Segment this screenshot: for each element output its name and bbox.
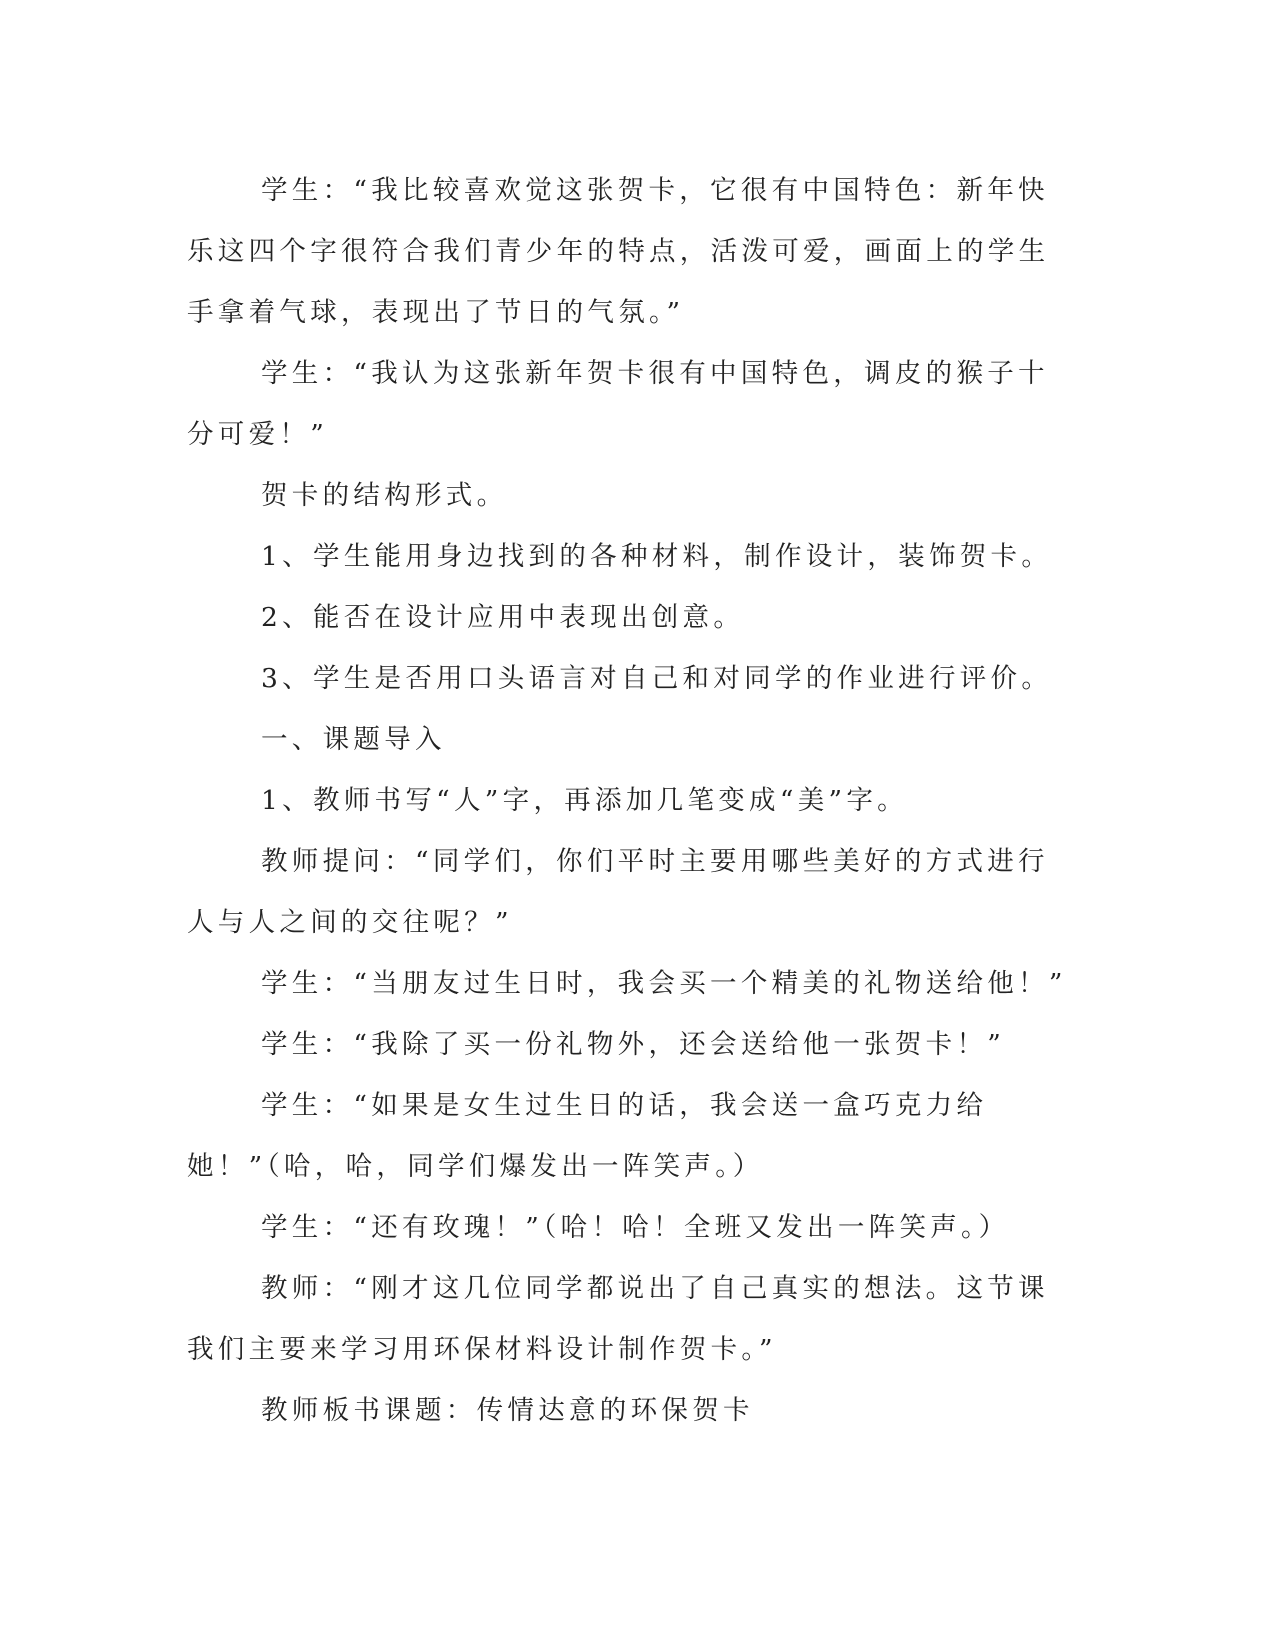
paragraph: 教师：“刚才这几位同学都说出了自己真实的想法。这节课我们主要来学习用环保材料设计制作贺卡。”: [187, 1273, 1049, 1365]
list-item: 2、能否在设计应用中表现出创意。: [261, 602, 745, 633]
paragraph: 学生：“当朋友过生日时，我会买一个精美的礼物送给他！”: [261, 968, 1067, 999]
section-heading: 一、课题导入: [261, 724, 446, 755]
list-item: 3、学生是否用口头语言对自己和对同学的作业进行评价。: [261, 663, 1053, 694]
paragraph: 教师板书课题：传情达意的环保贺卡: [261, 1395, 754, 1426]
paragraph: 贺卡的结构形式。: [261, 480, 508, 511]
list-item: 1、教师书写“人”字，再添加几笔变成“美”字。: [261, 785, 908, 816]
paragraph: 学生：“我比较喜欢觉这张贺卡，它很有中国特色：新年快乐这四个字很符合我们青少年的特点，活泼可爱，画面上的学生手拿着气球，表现出了节日的气氛。”: [187, 175, 1050, 328]
paragraph: 学生：“我除了买一份礼物外，还会送给他一张贺卡！”: [261, 1029, 1006, 1060]
paragraph: 学生：“还有玫瑰！”（哈！哈！全班又发出一阵笑声。）: [261, 1212, 1010, 1243]
list-item: 1、学生能用身边找到的各种材料，制作设计，装饰贺卡。: [261, 541, 1053, 572]
paragraph: 学生：“我认为这张新年贺卡很有中国特色，调皮的猴子十分可爱！”: [187, 358, 1049, 450]
document-body: [187, 160, 1067, 1441]
paragraph: 教师提问：“同学们，你们平时主要用哪些美好的方式进行人与人之间的交往呢？”: [187, 846, 1049, 938]
paragraph: 学生：“如果是女生过生日的话，我会送一盒巧克力给她！”（哈，哈，同学们爆发出一阵笑声。）: [187, 1090, 988, 1182]
